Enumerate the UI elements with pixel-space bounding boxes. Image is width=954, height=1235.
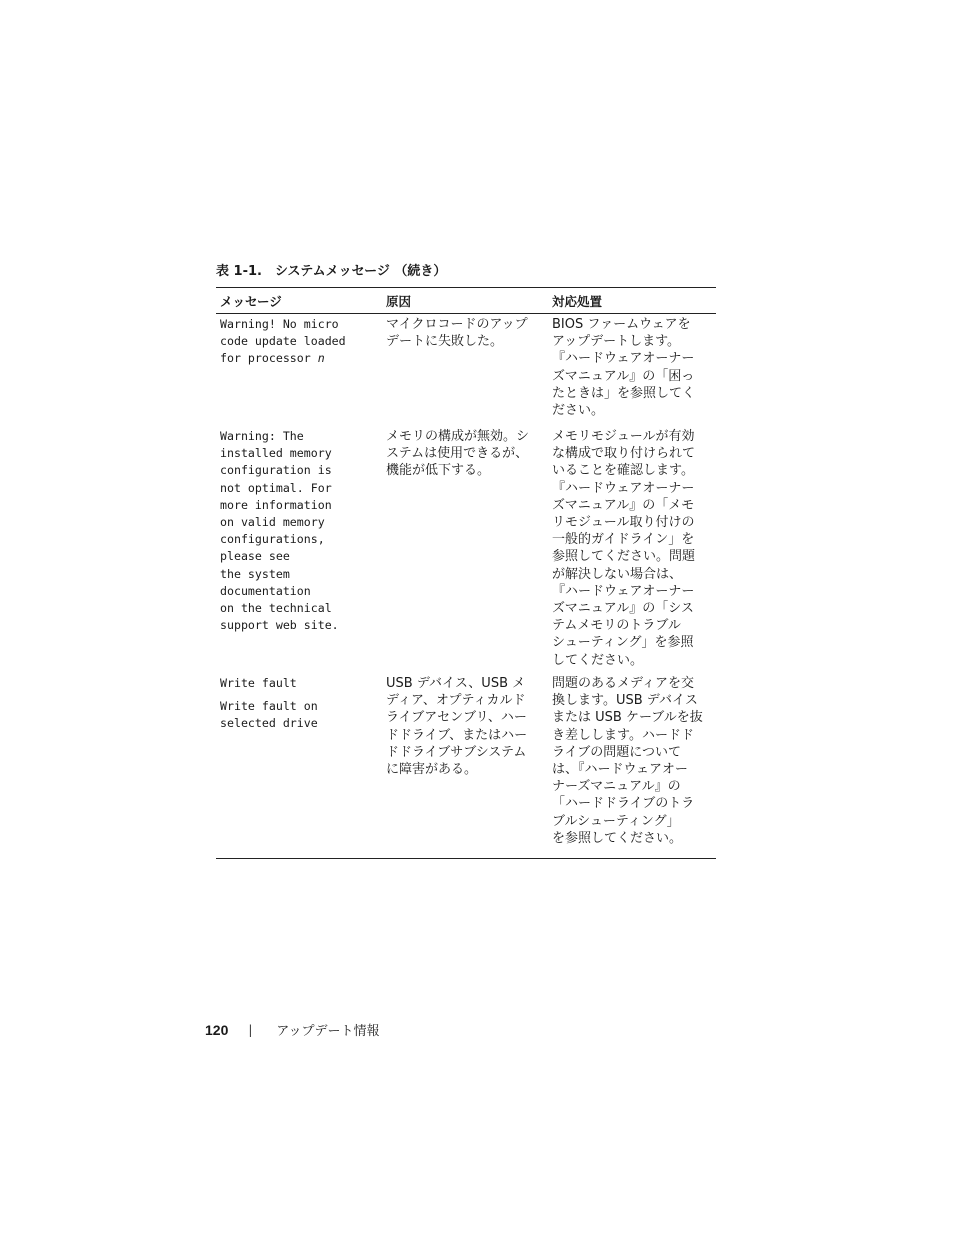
action-cell	[548, 675, 716, 847]
header-message: メッセージ	[220, 293, 282, 309]
cause-text: マイクロコードのアップ デートに失敗した。	[386, 317, 528, 350]
message-text: Write fault	[220, 676, 297, 690]
message-line-text: for processor	[220, 351, 318, 366]
page-number: 120	[205, 1021, 229, 1038]
action-text: BIOS ファームウェアを アップデートします。 『ハードウェアオーナー ズマニュアル』の「困っ たときは」を参照してく ださい。	[552, 317, 696, 419]
action-cell	[548, 316, 716, 419]
message-cell	[216, 675, 382, 733]
cause-text: メモリの構成が無効。シ ステムは使用できるが、 機能が低下する。	[386, 429, 530, 479]
section-title: アップデート情報	[276, 1024, 380, 1039]
header-action: 対応処置	[552, 293, 603, 309]
message-text: Warning: The installed memory configuration is not optimal. For more information on valid memory configurations, please see the system documentation on the technical support web site.	[220, 429, 339, 633]
action-cell	[548, 428, 716, 669]
cause-cell	[382, 675, 548, 778]
message-line: Warning! No micro	[220, 317, 339, 331]
table-row	[216, 428, 716, 675]
system-message-table	[216, 287, 716, 859]
table-header-row	[216, 288, 716, 314]
message-variable: n	[317, 351, 325, 366]
table-caption: 表 1-1. システムメッセージ （続き）	[216, 264, 447, 279]
header-cause: 原因	[386, 293, 412, 309]
table-row	[216, 675, 716, 858]
footer-separator: |	[248, 1022, 253, 1037]
action-text: メモリモジュールが有効 な構成で取り付けられて いることを確認します。 『ハードウェアオーナー ズマニュアル』の「メモ リモジュール取り付けの 一般的ガイドライン」を 参照してください。問題 が解決しない場合は、 『ハードウェアオーナー ズマニュアル』の「シス テムメモリのトラブル シューティング」を参照 してください。	[552, 429, 696, 668]
message-text: Write fault on selected drive	[220, 699, 318, 731]
message-cell	[216, 316, 382, 368]
table-row	[216, 314, 716, 428]
cause-cell	[382, 428, 548, 480]
message-line	[220, 350, 382, 367]
message-line: code update loaded	[220, 334, 346, 349]
page-footer	[205, 1020, 380, 1039]
cause-text: USB デバイス、USB メ ディア、オプティカルド ライブアセンブリ、ハー ドドライブ、またはハー ドドライブサブシステム に障害がある。	[386, 676, 528, 778]
action-text: 問題のあるメディアを交 換します。USB デバイス または USB ケーブルを抜 き差しします。ハードド ライブの問題について は、『ハードウェアオー ナーズマニュアル』の 「ハードドライブのトラ ブルシューティング」 を参照してください。	[552, 676, 703, 846]
cause-cell	[382, 316, 548, 350]
message-cell	[216, 428, 382, 634]
